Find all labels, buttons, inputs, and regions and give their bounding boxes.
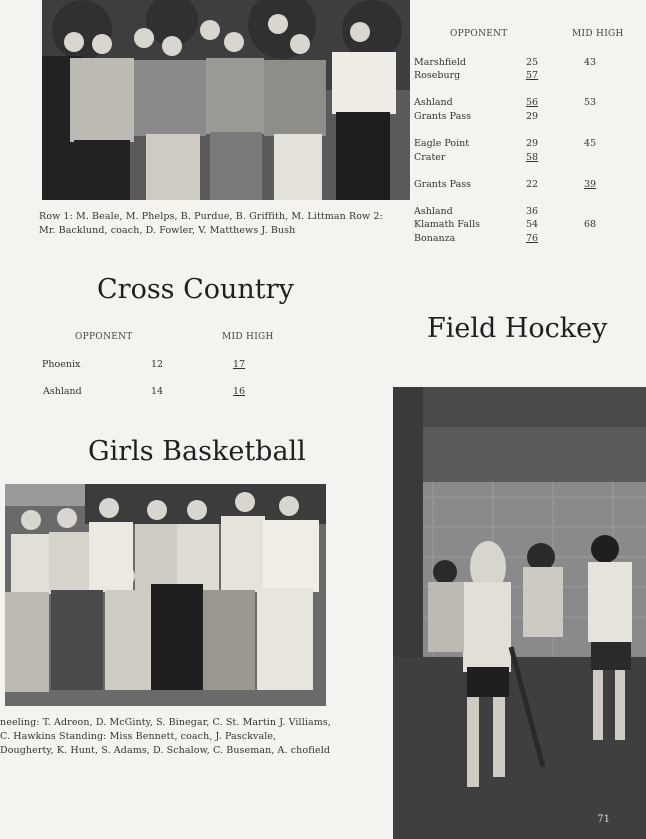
cc-row-team: Phoenix bbox=[42, 359, 81, 370]
cross-country-title: Cross Country bbox=[97, 274, 294, 305]
top-row-team: Ashland bbox=[414, 206, 453, 217]
cc-row-team: Ashland bbox=[43, 386, 82, 397]
cc-col-opponent: OPPONENT bbox=[75, 332, 133, 342]
top-row-opp: 36 bbox=[526, 206, 539, 217]
cc-col-midhigh: MID HIGH bbox=[222, 332, 274, 342]
top-row-team: Bonanza bbox=[414, 233, 456, 244]
top-row-team: Grants Pass bbox=[414, 179, 472, 190]
top-row-opp: 58 bbox=[526, 152, 539, 163]
top-row-team: Klamath Falls bbox=[414, 219, 480, 230]
top-row-opp: 57 bbox=[526, 70, 539, 81]
top-row-opp: 29 bbox=[526, 111, 539, 122]
top-row-opp: 76 bbox=[526, 233, 539, 244]
cc-row-opp: 12 bbox=[151, 359, 164, 370]
top-row-team: Roseburg bbox=[414, 70, 461, 81]
boys-team-photo bbox=[42, 0, 410, 200]
field-hockey-photo bbox=[393, 387, 646, 839]
top-row-opp: 56 bbox=[526, 97, 539, 108]
top-row-team: Grants Pass bbox=[414, 111, 472, 122]
boys-team-caption: Row 1: M. Beale, M. Phelps, B. Purdue, B. Griffith, M. Littman Row 2: Mr. Backlund, coach, D. Fowler, V. Matthews J. Bush bbox=[39, 211, 383, 236]
top-row-mid: 68 bbox=[584, 219, 597, 230]
top-row-mid: 39 bbox=[584, 179, 597, 190]
top-row-mid: 43 bbox=[584, 57, 597, 68]
top-row-opp: 22 bbox=[526, 179, 539, 190]
top-row-team: Crater bbox=[414, 152, 446, 163]
top-row-opp: 29 bbox=[526, 138, 539, 149]
cc-row-mid: 17 bbox=[233, 359, 246, 370]
top-row-team: Eagle Point bbox=[414, 138, 470, 149]
field-hockey-title: Field Hockey bbox=[427, 313, 608, 344]
cc-row-mid: 16 bbox=[233, 386, 246, 397]
girls-basketball-title: Girls Basketball bbox=[88, 436, 306, 467]
top-row-team: Marshfield bbox=[414, 57, 467, 68]
cc-row-opp: 14 bbox=[151, 386, 164, 397]
top-col-opponent: OPPONENT bbox=[450, 29, 508, 39]
top-row-opp: 25 bbox=[526, 57, 539, 68]
girls-basketball-caption: neeling: T. Adreon, D. McGinty, S. Binegar, C. St. Martin J. Villiams, C. Hawkins Standing: Miss Bennett, coach, J. Pasckvale, Dougherty, K. Hunt, S. Adams, D. Schalow, C. Buseman, A. chofield bbox=[0, 717, 331, 756]
top-col-midhigh: MID HIGH bbox=[572, 29, 624, 39]
page-number: 71 bbox=[597, 814, 610, 825]
top-row-team: Ashland bbox=[414, 97, 453, 108]
top-row-mid: 45 bbox=[584, 138, 597, 149]
top-row-opp: 54 bbox=[526, 219, 539, 230]
top-row-mid: 53 bbox=[584, 97, 597, 108]
girls-basketball-photo bbox=[5, 484, 326, 706]
